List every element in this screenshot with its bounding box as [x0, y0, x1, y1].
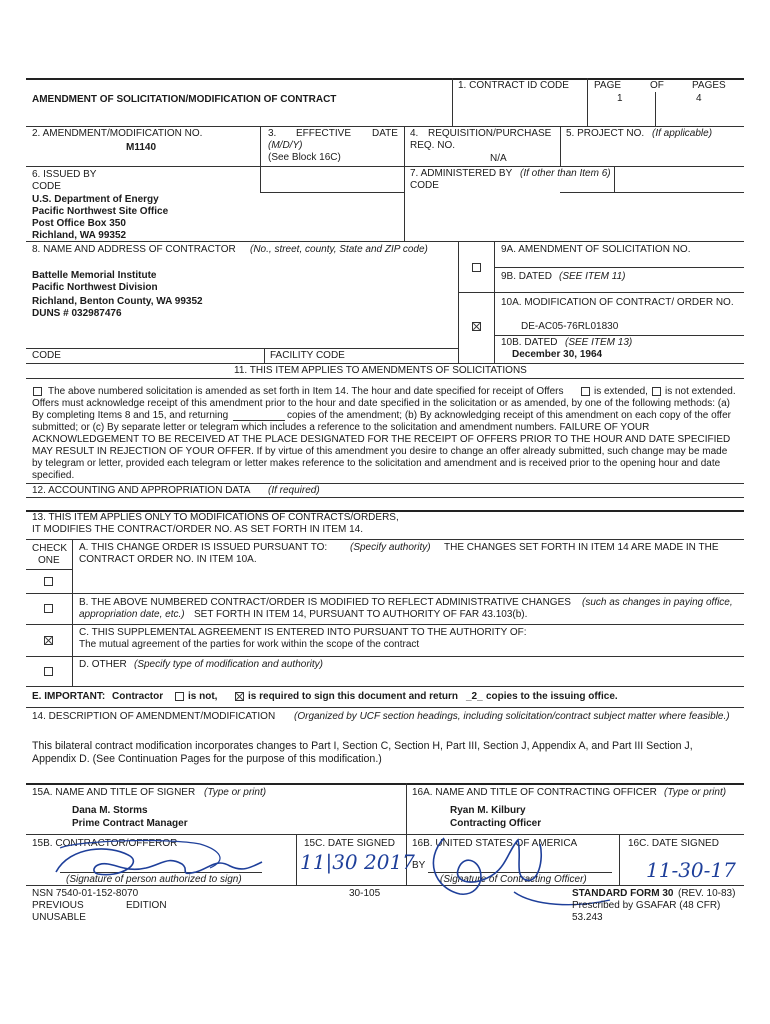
requisition-value: N/A: [490, 153, 507, 164]
copies-count: _2_: [466, 691, 483, 702]
rule: [587, 78, 588, 126]
item-13d-text: D. OTHER: [79, 659, 127, 670]
dated-10b-note: (SEE ITEM 13): [565, 337, 633, 348]
issued-code-label: CODE: [32, 181, 61, 192]
modification-10a-label: 10A. MODIFICATION OF CONTRACT/ ORDER NO.: [501, 297, 734, 308]
rule: [296, 834, 297, 885]
description-label: 14. DESCRIPTION OF AMENDMENT/MODIFICATION: [32, 711, 276, 722]
requisition-label-b: REQ. NO.: [410, 140, 456, 151]
page-value: 1: [617, 93, 623, 104]
issued-line: U.S. Department of Energy: [32, 194, 159, 205]
form-code: 30-105: [349, 888, 381, 899]
contractor-line: Richland, Benton County, WA 99352: [32, 296, 203, 307]
administered-by-label: 7. ADMINISTERED BY: [410, 168, 513, 179]
requisition-num: 4.: [410, 128, 419, 139]
rule: [614, 166, 615, 192]
item-11-text: copies of the amendment; (b) By acknowledging receipt of this amendment on each copy of the offer: [287, 410, 731, 421]
copies-blank: [233, 420, 285, 421]
signer-15a-title: Prime Contract Manager: [72, 818, 188, 829]
signer-15a-name: Dana M. Storms: [72, 805, 148, 816]
administered-by-note: (If other than Item 6): [520, 168, 611, 179]
rule: [260, 126, 261, 192]
modification-10a-value: DE-AC05-76RL01830: [521, 321, 619, 332]
dated-10b-label: 10B. DATED: [501, 337, 558, 348]
item-11-text: by telegram or letter, provided each telegram or letter makes reference to the solicitation and amendment and is received prior to the opening hour and date: [32, 458, 721, 469]
nsn-number: NSN 7540-01-152-8070: [32, 888, 139, 899]
rule: [26, 166, 744, 167]
item-13d-checkbox[interactable]: [44, 667, 53, 676]
item-13c-text: The mutual agreement of the parties for work within the scope of the contract: [79, 639, 420, 650]
contractor-label: 8. NAME AND ADDRESS OF CONTRACTOR: [32, 244, 236, 255]
effective-date-note: (See Block 16C): [268, 152, 341, 163]
description-note: (Organized by UCF section headings, including solicitation/contract subject matter where feasible.): [294, 711, 730, 722]
facility-code-label: FACILITY CODE: [270, 350, 345, 361]
rule: [26, 624, 744, 625]
check-one-label: ONE: [38, 555, 60, 566]
rule: [72, 539, 73, 687]
rule: [26, 656, 744, 657]
contract-id-label: 1. CONTRACT ID CODE: [458, 80, 569, 91]
is-required-checkbox-checked[interactable]: [235, 692, 244, 701]
contractor-note: (No., street, county, State and ZIP code): [250, 244, 428, 255]
effective-date-label: EFFECTIVE: [296, 128, 352, 139]
not-extended-label: is not extended.: [665, 386, 736, 397]
item-13a-checkbox[interactable]: [44, 577, 53, 586]
prescribed-label: Prescribed by GSAFAR (48 CFR): [572, 900, 721, 911]
item-11-text: ACKNOWLEDGEMENT TO BE RECEIVED AT THE PLACE DESIGNATED FOR THE RECEIPT OF OFFERS PRIOR TO THE HOUR AND DATE SPECIFIED: [32, 434, 731, 445]
signer-16a-label: 16A. NAME AND TITLE OF CONTRACTING OFFICER: [412, 787, 657, 798]
rule: [458, 292, 744, 293]
rule: [26, 363, 744, 364]
standard-form-label: STANDARD FORM 30: [572, 888, 674, 899]
is-not-label: is not,: [188, 691, 218, 702]
amendment-no-value: M1140: [126, 142, 157, 153]
rule: [26, 783, 744, 785]
is-required-label: is required to sign this document and return: [248, 691, 459, 702]
item-13a-text: CONTRACT ORDER NO. IN ITEM 10A.: [79, 554, 257, 565]
effective-date-format: (M/D/Y): [268, 140, 303, 151]
item-11-text: submitted; or (c) By separate letter or telegram which includes a reference to the solicitation and amendment numbers. FAILURE OF YOUR: [32, 422, 650, 433]
item-11-header: 11. THIS ITEM APPLIES TO AMENDMENTS OF SOLICITATIONS: [234, 365, 527, 376]
page-label: PAGE: [594, 80, 622, 91]
rule: [26, 348, 458, 349]
pages-label: PAGES: [692, 80, 726, 91]
rule: [452, 78, 453, 126]
item-13b-text: B. THE ABOVE NUMBERED CONTRACT/ORDER IS MODIFIED TO REFLECT ADMINISTRATIVE CHANGES: [79, 597, 571, 608]
item-13a-text: THE CHANGES SET FORTH IN ITEM 14 ARE MADE IN THE: [444, 542, 719, 553]
signer-16a-title: Contracting Officer: [450, 818, 542, 829]
amendment-no-label: 2. AMENDMENT/MODIFICATION NO.: [32, 128, 203, 139]
item-13b-text: SET FORTH IN ITEM 14, PURSUANT TO AUTHORITY OF FAR 43.103(b).: [194, 609, 528, 620]
issued-line: Richland, WA 99352: [32, 230, 127, 241]
signer-16a-note: (Type or print): [664, 787, 727, 798]
rule: [26, 241, 744, 242]
requisition-label: REQUISITION/PURCHASE: [428, 128, 552, 139]
pages-value: 4: [696, 93, 702, 104]
united-states-label: 16B. UNITED STATES OF AMERICA: [412, 838, 578, 849]
rule: [260, 192, 404, 193]
previous-label: PREVIOUS: [32, 900, 84, 911]
item-11-text: specified.: [32, 470, 75, 481]
item-13a-note: (Specify authority): [350, 542, 431, 553]
rule: [494, 335, 744, 336]
extended-label: is extended,: [594, 386, 648, 397]
date-signed-15c-label: 15C. DATE SIGNED: [304, 838, 395, 849]
regulation-number: 53.243: [572, 912, 603, 923]
item-11-text: Offers must acknowledge receipt of this amendment prior to the hour and date specified in the solicitation or as amended, by one of the following methods: (a): [32, 398, 730, 409]
contractor-line: DUNS # 032987476: [32, 308, 122, 319]
description-body: This bilateral contract modification incorporates changes to Part I, Section C, Section H, Part III, Section J, Appendix A, and Part III Section J,: [32, 740, 693, 752]
not-extended-checkbox[interactable]: [652, 387, 661, 396]
signature-line: [428, 872, 612, 873]
rule: [26, 686, 744, 687]
officer-signature-caption: (Signature of Contracting Officer): [440, 874, 587, 885]
rule: [560, 192, 744, 193]
item-13-header: IT MODIFIES THE CONTRACT/ORDER NO. AS SET FORTH IN ITEM 14.: [32, 524, 363, 535]
item-13b-note: appropriation date, etc.): [79, 609, 185, 620]
dated-10b-value: December 30, 1964: [512, 349, 603, 360]
accounting-note: (If required): [268, 485, 320, 496]
of-label: OF: [650, 80, 664, 91]
item-11-checkbox[interactable]: [33, 387, 42, 396]
rule: [494, 241, 495, 363]
item-13c-checkbox-checked[interactable]: [44, 636, 53, 645]
item-13d-note: (Specify type of modification and authority): [134, 659, 323, 670]
item-11-text: MAY RESULT IN REJECTION OF YOUR OFFER. If by virtue of this amendment you desire to change an offer already submitted, such change may be made: [32, 446, 728, 457]
rule: [264, 348, 265, 363]
item-11-text: The above numbered solicitation is amended as set forth in Item 14. The hour and date specified for receipt of Offers: [48, 386, 564, 397]
item-11-text: By completing Items 8 and 15, and returning: [32, 410, 229, 421]
effective-date-num: 3.: [268, 128, 277, 139]
form-title: AMENDMENT OF SOLICITATION/MODIFICATION OF CONTRACT: [32, 94, 337, 105]
rule: [26, 539, 744, 540]
rule: [26, 569, 72, 570]
date-signed-16c-value: 11-30-17: [646, 858, 736, 882]
amend-solicitation-label: 9A. AMENDMENT OF SOLICITATION NO.: [501, 244, 691, 255]
rule: [26, 483, 744, 484]
date-signed-15c-value: 11|30 2017: [300, 850, 415, 874]
item-13b-note: (such as changes in paying office,: [582, 597, 733, 608]
contractor-code-label: CODE: [32, 350, 61, 361]
rule: [560, 126, 561, 166]
accounting-label: 12. ACCOUNTING AND APPROPRIATION DATA: [32, 485, 251, 496]
project-no-label: 5. PROJECT NO.: [566, 128, 645, 139]
rule: [655, 92, 656, 126]
item-13-header: 13. THIS ITEM APPLIES ONLY TO MODIFICATIONS OF CONTRACTS/ORDERS,: [32, 512, 399, 523]
is-not-checkbox[interactable]: [175, 692, 184, 701]
project-no-note: (If applicable): [652, 128, 713, 139]
dated-9b-note: (SEE ITEM 11): [559, 271, 626, 282]
item-13c-text: C. THIS SUPPLEMENTAL AGREEMENT IS ENTERED INTO PURSUANT TO THE AUTHORITY OF:: [79, 627, 527, 638]
item-13b-checkbox[interactable]: [44, 604, 53, 613]
rule: [458, 241, 459, 363]
contractor-line: Battelle Memorial Institute: [32, 270, 157, 281]
rule: [26, 593, 744, 594]
signer-16a-name: Ryan M. Kilbury: [450, 805, 526, 816]
edition-label: EDITION: [126, 900, 167, 911]
rule: [26, 378, 744, 379]
rule: [26, 497, 744, 498]
rule: [494, 267, 744, 268]
signer-15a-note: (Type or print): [204, 787, 267, 798]
effective-date-label-b: DATE: [372, 128, 398, 139]
extended-checkbox[interactable]: [581, 387, 590, 396]
contractor-signature-caption: (Signature of person authorized to sign): [66, 874, 242, 885]
check-one-label: CHECK: [32, 543, 68, 554]
important-label: E. IMPORTANT:: [32, 691, 106, 702]
by-label: BY: [412, 860, 426, 871]
revision-label: (REV. 10-83): [678, 888, 736, 899]
rule: [26, 834, 744, 835]
issued-line: Pacific Northwest Site Office: [32, 206, 169, 217]
rule: [26, 126, 744, 127]
rule: [619, 834, 620, 885]
top-rule: [26, 78, 744, 80]
item-13a-text: A. THIS CHANGE ORDER IS ISSUED PURSUANT TO:: [79, 542, 328, 553]
contractor-line: Pacific Northwest Division: [32, 282, 158, 293]
signer-15a-label: 15A. NAME AND TITLE OF SIGNER: [32, 787, 196, 798]
administered-code-label: CODE: [410, 180, 439, 191]
important-tail: copies to the issuing office.: [486, 691, 618, 702]
rule: [26, 707, 744, 708]
dated-9b-label: 9B. DATED: [501, 271, 552, 282]
important-contractor: Contractor: [112, 691, 164, 702]
issued-line: Post Office Box 350: [32, 218, 126, 229]
rule: [404, 126, 405, 241]
issued-by-label: 6. ISSUED BY: [32, 169, 97, 180]
date-signed-16c-label: 16C. DATE SIGNED: [628, 838, 719, 849]
contractor-offeror-label: 15B. CONTRACTOR/OFFEROR: [32, 838, 178, 849]
description-body: Appendix D. (See Continuation Pages for the purpose of this modification.): [32, 753, 382, 765]
unusable-label: UNUSABLE: [32, 912, 86, 923]
signature-line: [60, 872, 262, 873]
item-9-checkbox[interactable]: [472, 263, 481, 272]
item-10-checkbox-checked[interactable]: [472, 322, 481, 331]
